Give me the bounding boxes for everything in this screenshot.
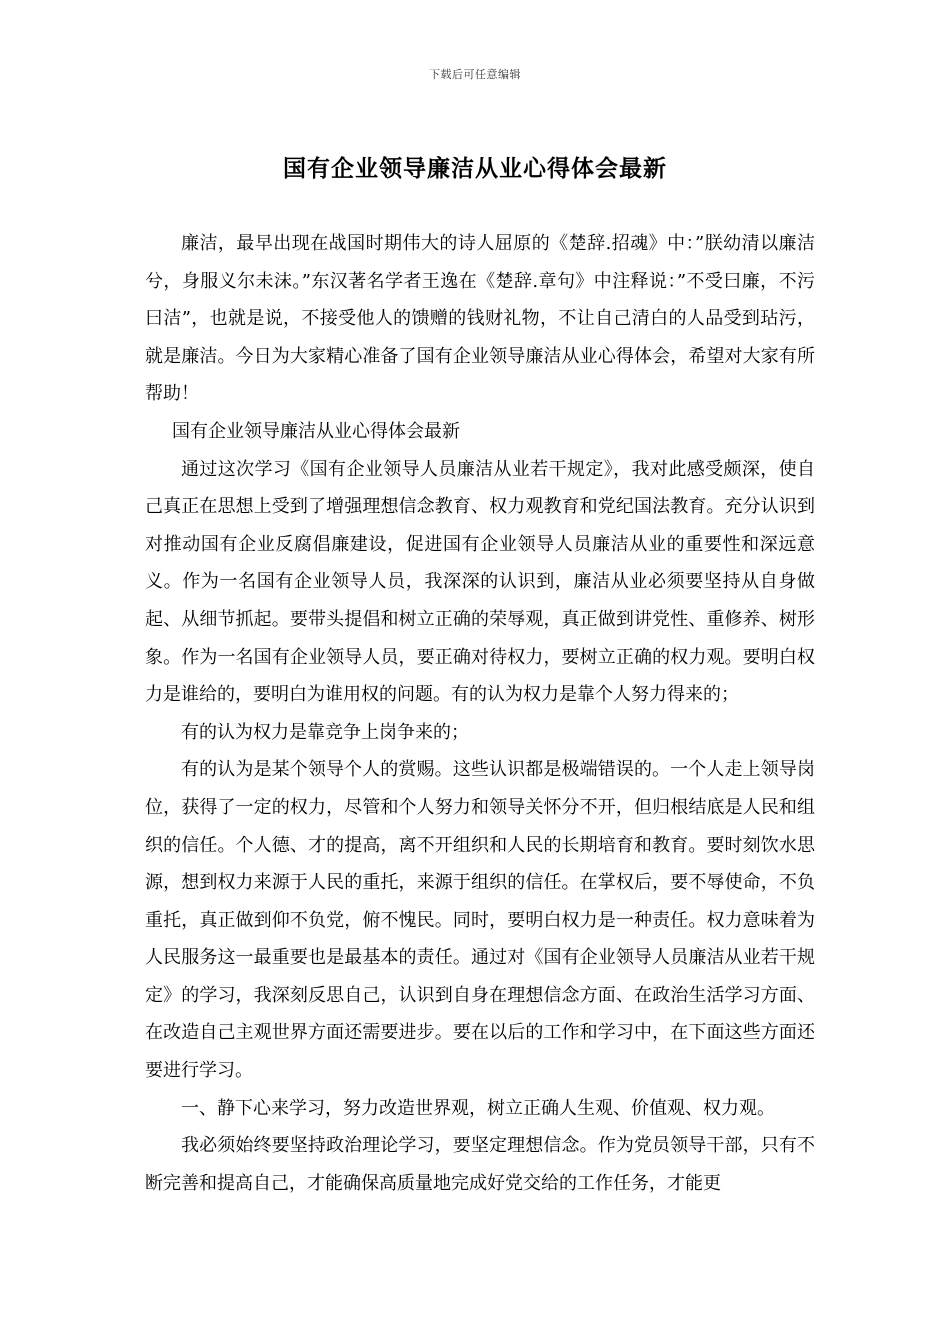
paragraph-intro: 廉洁，最早出现在战国时期伟大的诗人屈原的《楚辞.招魂》中：”朕幼清以廉洁兮，身服义尔未沫。”东汉著名学者王逸在《楚辞.章句》中注释说：”不受曰廉，不污曰洁”，也就是说，不接受他人的馈赠的钱财礼物，不让自己清白的人品受到玷污，就是廉洁。今日为大家精心准备了国有企业领导廉洁从业心得体会，希望对大家有所帮助！ <box>145 233 815 405</box>
header-note: 下载后可任意编辑 <box>429 68 521 81</box>
document-body <box>145 225 815 1202</box>
document-title: 国有企业领导廉洁从业心得体会最新 <box>283 155 667 182</box>
paragraph-point-one: 一、静下心来学习，努力改造世界观，树立正确人生观、价值观、权力观。 <box>181 1097 775 1119</box>
paragraph-study: 通过这次学习《国有企业领导人员廉洁从业若干规定》，我对此感受颇深，使自己真正在思想上受到了增强理想信念教育、权力观教育和党纪国法教育。充分认识到对推动国有企业反腐倡廉建设，促进国有企业领导人员廉洁从业的重要性和深远意义。作为一名国有企业领导人员，我深深的认识到，廉洁从业必须要坚持从自身做起、从细节抓起。要带头提倡和树立正确的荣辱观，真正做到讲党性、重修养、树形象。作为一名国有企业领导人员，要正确对待权力，要树立正确的权力观。要明白权力是谁给的，要明白为谁用权的问题。有的认为权力是靠个人努力得来的； <box>145 458 815 706</box>
paragraph-competition: 有的认为权力是靠竞争上岗争来的； <box>181 721 469 743</box>
paragraph-trust: 有的认为是某个领导个人的赏赐。这些认识都是极端错误的。一个人走上领导岗位，获得了一定的权力，尽管和个人努力和领导关怀分不开，但归根结底是人民和组织的信任。个人德、才的提高，离不开组织和人民的长期培育和教育。要时刻饮水思源，想到权力来源于人民的重托，来源于组织的信任。在掌权后，要不辱使命，不负重托，真正做到仰不负党，俯不愧民。同时，要明白权力是一种责任。权力意味着为人民服务这一最重要也是最基本的责任。通过对《国有企业领导人员廉洁从业若干规定》的学习，我深刻反思自己，认识到自身在理想信念方面、在政治生活学习方面、在改造自己主观世界方面还需要进步。要在以后的工作和学习中，在下面这些方面还要进行学习。 <box>145 759 815 1082</box>
paragraph-theory: 我必须始终要坚持政治理论学习，要坚定理想信念。作为党员领导干部，只有不断完善和提高自己，才能确保高质量地完成好党交给的工作任务，才能更 <box>145 1135 815 1194</box>
paragraph-subtitle: 国有企业领导廉洁从业心得体会最新 <box>172 420 460 442</box>
